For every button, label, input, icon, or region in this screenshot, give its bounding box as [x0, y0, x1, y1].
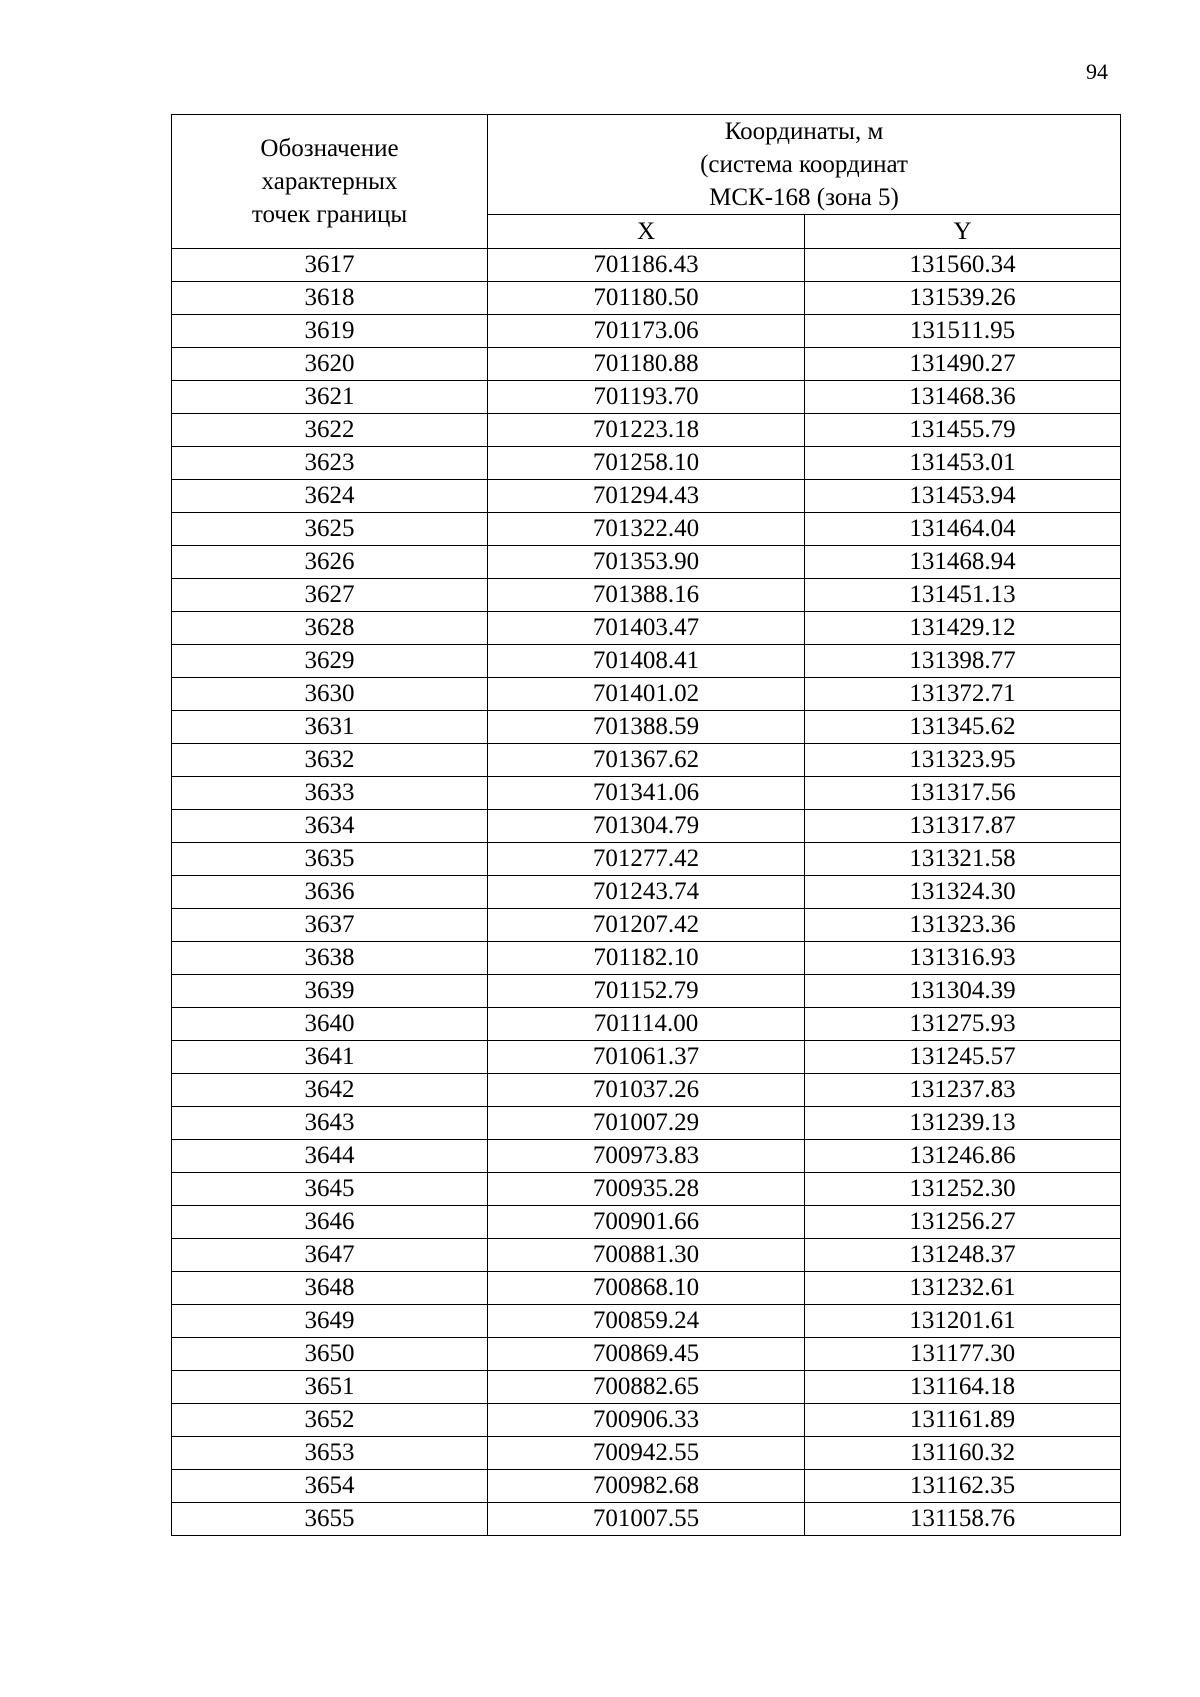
y-coordinate-cell: 131372.71	[805, 678, 1121, 711]
header-coordinates-line: (система координат	[700, 151, 908, 178]
point-id-cell: 3620	[172, 348, 488, 381]
coordinates-table	[171, 114, 1121, 1536]
point-id-cell: 3648	[172, 1272, 488, 1305]
y-coordinate-cell: 131323.95	[805, 744, 1121, 777]
x-coordinate-cell: 701207.42	[488, 909, 805, 942]
table-row	[172, 645, 1121, 678]
x-coordinate-cell: 700881.30	[488, 1239, 805, 1272]
x-coordinate-cell: 701223.18	[488, 414, 805, 447]
y-coordinate-cell: 131317.87	[805, 810, 1121, 843]
table-row	[172, 315, 1121, 348]
table-row	[172, 1503, 1121, 1536]
y-coordinate-cell: 131237.83	[805, 1074, 1121, 1107]
table-row	[172, 1239, 1121, 1272]
point-id-cell: 3635	[172, 843, 488, 876]
point-id-cell: 3630	[172, 678, 488, 711]
table-row	[172, 282, 1121, 315]
table-row	[172, 612, 1121, 645]
table-row	[172, 546, 1121, 579]
y-coordinate-cell: 131245.57	[805, 1041, 1121, 1074]
x-coordinate-cell: 701367.62	[488, 744, 805, 777]
point-id-cell: 3644	[172, 1140, 488, 1173]
point-id-cell: 3642	[172, 1074, 488, 1107]
x-coordinate-cell: 701114.00	[488, 1008, 805, 1041]
x-coordinate-cell: 701243.74	[488, 876, 805, 909]
point-id-cell: 3645	[172, 1173, 488, 1206]
x-coordinate-cell: 701341.06	[488, 777, 805, 810]
x-coordinate-cell: 701294.43	[488, 480, 805, 513]
x-coordinate-cell: 700935.28	[488, 1173, 805, 1206]
table-row	[172, 909, 1121, 942]
y-coordinate-cell: 131256.27	[805, 1206, 1121, 1239]
x-coordinate-cell: 701180.50	[488, 282, 805, 315]
table-row	[172, 678, 1121, 711]
x-coordinate-cell: 700942.55	[488, 1437, 805, 1470]
y-coordinate-cell: 131246.86	[805, 1140, 1121, 1173]
y-coordinate-cell: 131398.77	[805, 645, 1121, 678]
point-id-cell: 3628	[172, 612, 488, 645]
point-id-cell: 3632	[172, 744, 488, 777]
table-row	[172, 381, 1121, 414]
point-id-cell: 3653	[172, 1437, 488, 1470]
table-row	[172, 1272, 1121, 1305]
table-row	[172, 1041, 1121, 1074]
point-id-cell: 3624	[172, 480, 488, 513]
header-point-designation	[172, 115, 488, 249]
x-coordinate-cell: 701258.10	[488, 447, 805, 480]
table-row	[172, 876, 1121, 909]
y-coordinate-cell: 131161.89	[805, 1404, 1121, 1437]
y-coordinate-cell: 131323.36	[805, 909, 1121, 942]
page-number: 94	[1086, 59, 1108, 84]
y-coordinate-cell: 131177.30	[805, 1338, 1121, 1371]
y-coordinate-cell: 131464.04	[805, 513, 1121, 546]
header-designation-line: точек границы	[251, 201, 408, 228]
header-coordinates	[488, 115, 1121, 215]
point-id-cell: 3639	[172, 975, 488, 1008]
x-coordinate-cell: 701182.10	[488, 942, 805, 975]
y-coordinate-cell: 131275.93	[805, 1008, 1121, 1041]
table-row	[172, 843, 1121, 876]
x-coordinate-cell: 701180.88	[488, 348, 805, 381]
y-coordinate-cell: 131511.95	[805, 315, 1121, 348]
y-coordinate-cell: 131232.61	[805, 1272, 1121, 1305]
table-row	[172, 744, 1121, 777]
y-coordinate-cell: 131490.27	[805, 348, 1121, 381]
point-id-cell: 3649	[172, 1305, 488, 1338]
point-id-cell: 3641	[172, 1041, 488, 1074]
y-coordinate-cell: 131451.13	[805, 579, 1121, 612]
table-row	[172, 447, 1121, 480]
table-row	[172, 1305, 1121, 1338]
point-id-cell: 3634	[172, 810, 488, 843]
y-coordinate-cell: 131468.94	[805, 546, 1121, 579]
x-coordinate-cell: 701353.90	[488, 546, 805, 579]
x-coordinate-cell: 701403.47	[488, 612, 805, 645]
y-coordinate-cell: 131239.13	[805, 1107, 1121, 1140]
point-id-cell: 3623	[172, 447, 488, 480]
point-id-cell: 3627	[172, 579, 488, 612]
point-id-cell: 3631	[172, 711, 488, 744]
table-row	[172, 1404, 1121, 1437]
point-id-cell: 3651	[172, 1371, 488, 1404]
table-row	[172, 777, 1121, 810]
point-id-cell: 3626	[172, 546, 488, 579]
x-coordinate-cell: 700982.68	[488, 1470, 805, 1503]
x-coordinate-cell: 701152.79	[488, 975, 805, 1008]
x-coordinate-cell: 701277.42	[488, 843, 805, 876]
header-x: X	[488, 215, 805, 249]
y-coordinate-cell: 131453.94	[805, 480, 1121, 513]
y-coordinate-cell: 131560.34	[805, 249, 1121, 282]
point-id-cell: 3617	[172, 249, 488, 282]
x-coordinate-cell: 700868.10	[488, 1272, 805, 1305]
x-coordinate-cell: 701388.16	[488, 579, 805, 612]
x-coordinate-cell: 701401.02	[488, 678, 805, 711]
y-coordinate-cell: 131164.18	[805, 1371, 1121, 1404]
point-id-cell: 3638	[172, 942, 488, 975]
table-row	[172, 1470, 1121, 1503]
table-row	[172, 711, 1121, 744]
point-id-cell: 3621	[172, 381, 488, 414]
point-id-cell: 3636	[172, 876, 488, 909]
x-coordinate-cell: 701304.79	[488, 810, 805, 843]
x-coordinate-cell: 701007.29	[488, 1107, 805, 1140]
point-id-cell: 3633	[172, 777, 488, 810]
y-coordinate-cell: 131429.12	[805, 612, 1121, 645]
point-id-cell: 3647	[172, 1239, 488, 1272]
point-id-cell: 3655	[172, 1503, 488, 1536]
x-coordinate-cell: 701408.41	[488, 645, 805, 678]
x-coordinate-cell: 700882.65	[488, 1371, 805, 1404]
y-coordinate-cell: 131160.32	[805, 1437, 1121, 1470]
x-coordinate-cell: 701186.43	[488, 249, 805, 282]
x-coordinate-cell: 701037.26	[488, 1074, 805, 1107]
y-coordinate-cell: 131158.76	[805, 1503, 1121, 1536]
table-row	[172, 1008, 1121, 1041]
table-row	[172, 1206, 1121, 1239]
y-coordinate-cell: 131345.62	[805, 711, 1121, 744]
header-coordinates-line: МСК-168 (зона 5)	[709, 184, 899, 211]
y-coordinate-cell: 131453.01	[805, 447, 1121, 480]
point-id-cell: 3640	[172, 1008, 488, 1041]
header-y: Y	[805, 215, 1121, 249]
y-coordinate-cell: 131539.26	[805, 282, 1121, 315]
point-id-cell: 3625	[172, 513, 488, 546]
y-coordinate-cell: 131468.36	[805, 381, 1121, 414]
table-body	[172, 249, 1121, 1536]
x-coordinate-cell: 700901.66	[488, 1206, 805, 1239]
x-coordinate-cell: 700859.24	[488, 1305, 805, 1338]
x-coordinate-cell: 701322.40	[488, 513, 805, 546]
header-designation-line: характерных	[261, 168, 398, 195]
table-row	[172, 1437, 1121, 1470]
y-coordinate-cell: 131316.93	[805, 942, 1121, 975]
y-coordinate-cell: 131455.79	[805, 414, 1121, 447]
table-row	[172, 579, 1121, 612]
x-coordinate-cell: 701388.59	[488, 711, 805, 744]
point-id-cell: 3622	[172, 414, 488, 447]
table-row	[172, 1074, 1121, 1107]
x-coordinate-cell: 701061.37	[488, 1041, 805, 1074]
point-id-cell: 3650	[172, 1338, 488, 1371]
point-id-cell: 3646	[172, 1206, 488, 1239]
y-coordinate-cell: 131162.35	[805, 1470, 1121, 1503]
table-row	[172, 1371, 1121, 1404]
point-id-cell: 3619	[172, 315, 488, 348]
table-row	[172, 513, 1121, 546]
table-row	[172, 810, 1121, 843]
y-coordinate-cell: 131324.30	[805, 876, 1121, 909]
x-coordinate-cell: 700869.45	[488, 1338, 805, 1371]
table-row	[172, 249, 1121, 282]
x-coordinate-cell: 700973.83	[488, 1140, 805, 1173]
point-id-cell: 3629	[172, 645, 488, 678]
table-row	[172, 1173, 1121, 1206]
point-id-cell: 3637	[172, 909, 488, 942]
x-coordinate-cell: 701173.06	[488, 315, 805, 348]
y-coordinate-cell: 131252.30	[805, 1173, 1121, 1206]
point-id-cell: 3643	[172, 1107, 488, 1140]
x-coordinate-cell: 700906.33	[488, 1404, 805, 1437]
x-coordinate-cell: 701193.70	[488, 381, 805, 414]
header-coordinates-line: Координаты, м	[724, 118, 884, 145]
table-row	[172, 1338, 1121, 1371]
y-coordinate-cell: 131304.39	[805, 975, 1121, 1008]
point-id-cell: 3654	[172, 1470, 488, 1503]
x-coordinate-cell: 701007.55	[488, 1503, 805, 1536]
table-header	[172, 115, 1121, 249]
table-row	[172, 1107, 1121, 1140]
table-row	[172, 480, 1121, 513]
point-id-cell: 3618	[172, 282, 488, 315]
y-coordinate-cell: 131201.61	[805, 1305, 1121, 1338]
y-coordinate-cell: 131321.58	[805, 843, 1121, 876]
header-designation-line: Обозначение	[260, 135, 399, 162]
table-row	[172, 414, 1121, 447]
y-coordinate-cell: 131248.37	[805, 1239, 1121, 1272]
table-row	[172, 1140, 1121, 1173]
point-id-cell: 3652	[172, 1404, 488, 1437]
table-row	[172, 348, 1121, 381]
y-coordinate-cell: 131317.56	[805, 777, 1121, 810]
table-row	[172, 975, 1121, 1008]
table-row	[172, 942, 1121, 975]
